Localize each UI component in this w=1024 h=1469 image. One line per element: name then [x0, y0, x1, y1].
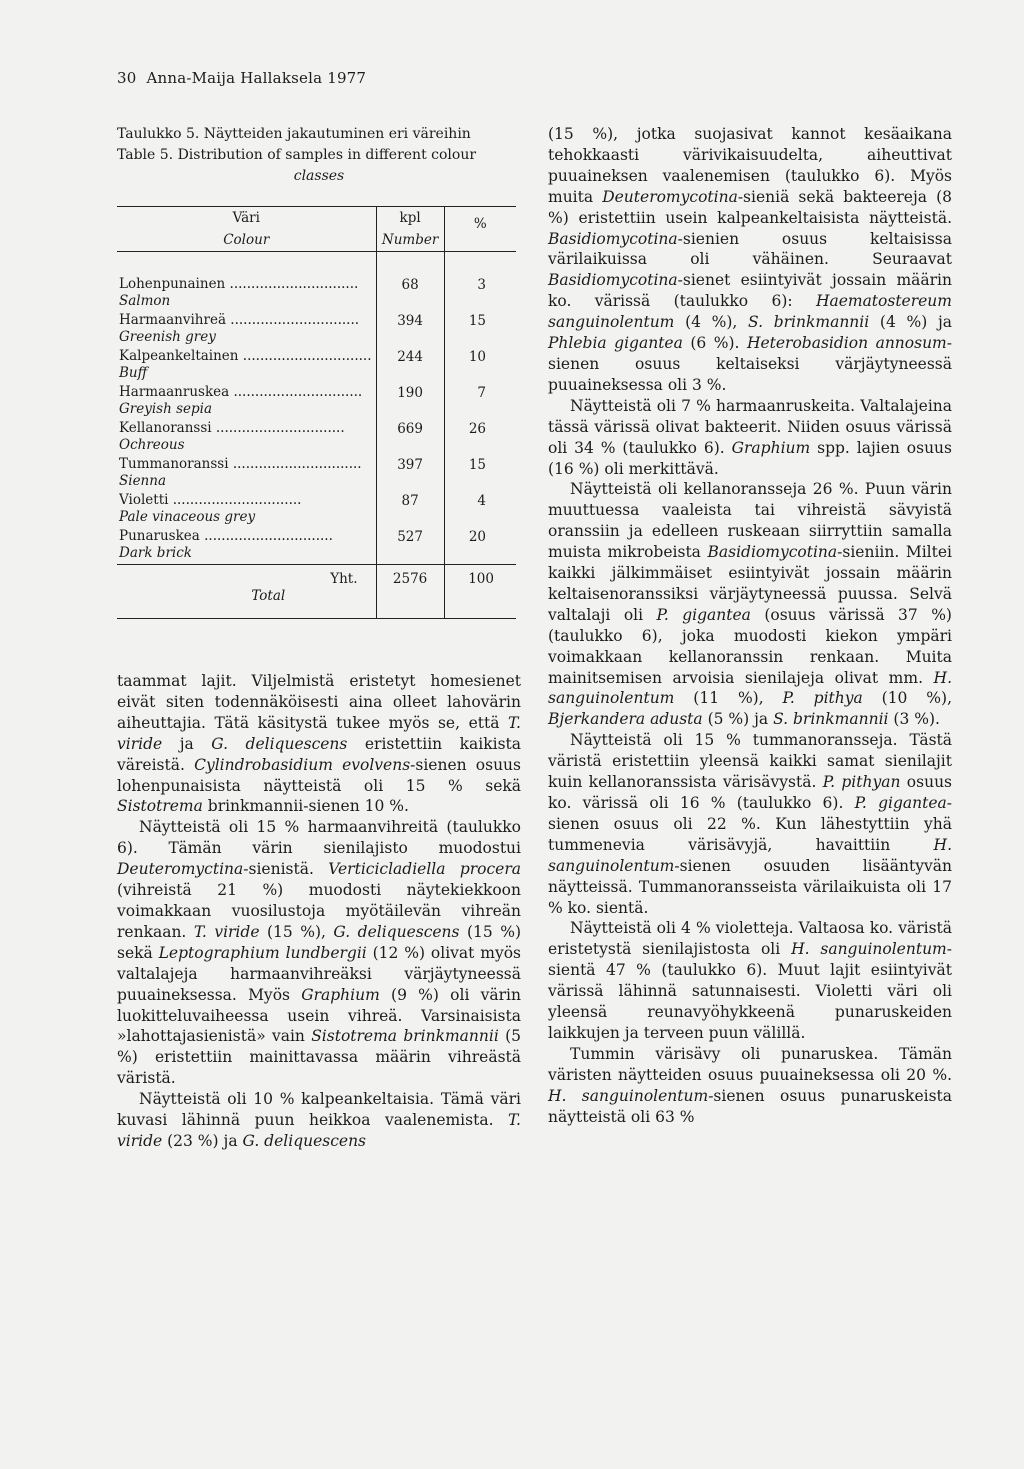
col-header-percent: % — [444, 207, 516, 252]
table-row — [117, 420, 516, 456]
left-body-text — [117, 671, 521, 1152]
paragraph: taammat lajit. Viljelmistä eristetyt homesienet eivät siten todennäköisesti aina olleet lahovärin aiheuttajia. Tätä käsitystä tukee myös se, että T. viride ja G. deliquescens eristettiin kaikista väreistä. Cylindrobasidium evolvens-sienen osuus lohenpunaisista näytteistä oli 15 % sekä Sistotrema brinkmannii-sienen 10 %. — [117, 672, 522, 816]
row-number: 527 — [376, 528, 444, 565]
row-number: 68 — [376, 276, 444, 312]
page-number: 30 — [117, 69, 137, 87]
table-total-row — [117, 565, 516, 619]
paragraph: Näytteistä oli 4 % violetteja. Valtaosa ko. väristä eristetystä sienilajistosta oli H. sanguinolentum-sientä 47 % (taulukko 6). Muut lajit esiintyivät värissä lähinnä satunnaisesti. Violetti väri oli yleensä reunavyöhykkeenä punaruskeiden laikkujen ja terveen puun välillä. — [548, 919, 952, 1042]
col-header-colour-fi: Väri — [117, 207, 376, 230]
table-caption-en-continued: classes — [293, 168, 345, 184]
row-percent: 26 — [468, 421, 486, 437]
paragraph: Näytteistä oli 15 % harmaanvihreitä (taulukko 6). Tämän värin sienilajisto muodostui Deuteromyctina-sienistä. Verticicladiella procera (vihreistä 21 %) muodosti näytekiekkoon voimakkaan vuosilustoja myötäilevän vihreän renkaan. T. viride (15 %), G. deliquescens (15 %) sekä Leptographium lundbergii (12 %) olivat myös valtalajeja harmaanvihreäksi värjäytyneessä puuaineksessa. Myös Graphium (9 %) oli värin luokitteluvaiheessa usein vihreä. Varsinaisista »lahottajasienistä» vain Sistotrema brinkmannii (5 %) eristettiin mainittavassa määrin vihreästä väristä. — [117, 818, 522, 1088]
paragraph: Näytteistä oli kellanoransseja 26 %. Puun värin muuttuessa vaaleista tai vihreistä sävyistä oranssiin ja edelleen ruskeaan siirryttiin samalla muista mikrobeista Basidiomycotina-sieniin. Miltei kaikki jälkimmäiset esiintyivät jossain määrin keltaisenoranssiksi värjäytyneessä puussa. Selvä valtalaji oli P. gigantea (osuus värissä 37 %) (taulukko 6), joka muodosti kiekon ympäri voimakkaan kellanoranssin renkaan. Muita mainitsemisen arvoisia sienilajeja olivat mm. H. sanguinolentum (11 %), P. pithya (10 %), Bjerkandera adusta (5 %) ja S. brinkmannii (3 %). — [548, 480, 953, 729]
left-column — [117, 124, 521, 1152]
table-row — [117, 312, 516, 348]
paragraph: (15 %), jotka suojasivat kannot kesäaikana tehokkaasti värivikaisuudelta, aiheuttivat puuaineksen vaalenemisen (taulukko 6). Myös muita Deuteromycotina-sieniä sekä bakteereja (8 %) eristettiin usein kalpeankeltaisista näytteistä. Basidiomycotina-sienien osuus keltaisissa värilaikuissa oli vähäinen. Seuraavat Basidiomycotina-sienet esiintyivät jossain määrin ko. värissä (taulukko 6): Haematostereum sanguinolentum (4 %), S. brinkmannii (4 %) ja Phlebia gigantea (6 %). Heterobasidion annosum-sienen osuus keltaiseksi värjäytyneessä puuaineksessa oli 3 %. — [548, 125, 952, 394]
row-number: 190 — [376, 384, 444, 420]
row-colour-fi: Punaruskea .............................. — [119, 528, 333, 544]
table-row — [117, 348, 516, 384]
col-header-colour-en: Colour — [117, 229, 376, 252]
row-colour-en: Salmon — [119, 293, 171, 309]
col-header-number-en: Number — [376, 229, 444, 252]
row-percent: 20 — [468, 529, 486, 545]
row-percent: 3 — [477, 277, 486, 293]
row-number: 87 — [376, 492, 444, 528]
distribution-table — [117, 206, 516, 619]
row-colour-en: Ochreous — [119, 437, 185, 453]
running-title: Anna-Maija Hallaksela 1977 — [146, 69, 367, 87]
row-percent: 4 — [477, 493, 486, 509]
table-row — [117, 492, 516, 528]
row-percent: 7 — [477, 385, 486, 401]
paragraph: Tummin värisävy oli punaruskea. Tämän väristen näytteiden osuus puuaineksessa oli 20 %. H. sanguinolentum-sienen osuus punaruskeista näytteistä oli 63 % — [548, 1044, 952, 1126]
total-label-fi: Yht. — [330, 571, 358, 587]
row-colour-fi: Kellanoranssi .............................. — [119, 420, 345, 436]
row-number: 394 — [376, 312, 444, 348]
row-number: 669 — [376, 420, 444, 456]
table-row — [117, 276, 516, 312]
row-colour-en: Buff — [119, 365, 148, 381]
row-colour-fi: Harmaanruskea .............................. — [119, 384, 363, 400]
row-percent: 15 — [468, 313, 486, 329]
row-colour-fi: Violetti .............................. — [119, 492, 302, 508]
row-colour-fi: Tummanoranssi .............................. — [119, 456, 362, 472]
row-colour-en: Dark brick — [119, 545, 192, 561]
table-caption-fi: Taulukko 5. Näytteiden jakautuminen eri väreihin — [117, 126, 471, 142]
table-row — [117, 528, 516, 565]
total-number: 2576 — [376, 565, 444, 619]
paragraph: Näytteistä oli 15 % tummanoransseja. Tästä väristä eristettiin yleensä kaikki samat sienilajit kuin kellanoranssista värisävystä. P. pithyan osuus ko. värissä oli 16 % (taulukko 6). P. gigantea-sienen osuus oli 22 %. Kun lähestyttiin yhä tummenevia värisävyjä, havaittiin H. sanguinolentum-sienen osuuden lisääntyvän näytteissä. Tummanoransseista värilaikuista oli 17 % ko. sientä. — [548, 731, 953, 917]
right-column — [548, 124, 952, 1128]
paragraph: Näytteistä oli 7 % harmaanruskeita. Valtalajeina tässä värissä olivat bakteerit. Niiden osuus värissä oli 34 % (taulukko 6). Graphium spp. lajien osuus (16 %) oli merkittävä. — [548, 396, 952, 478]
row-colour-fi: Kalpeankeltainen .............................. — [119, 348, 372, 364]
row-colour-en: Sienna — [119, 473, 166, 489]
col-header-number-fi: kpl — [376, 207, 444, 230]
row-colour-en: Greenish grey — [119, 329, 216, 345]
total-percent: 100 — [444, 565, 516, 619]
total-label-en: Total — [251, 588, 286, 604]
row-colour-fi: Harmaanvihreä .............................. — [119, 312, 360, 328]
paragraph: Näytteistä oli 10 % kalpeankeltaisia. Tämä väri kuvasi lähinnä puun heikkoa vaalenemista. T. viride (23 %) ja G. deliquescens — [117, 1090, 521, 1150]
table-row — [117, 456, 516, 492]
row-number: 397 — [376, 456, 444, 492]
running-header — [117, 69, 366, 87]
row-colour-fi: Lohenpunainen .............................. — [119, 276, 359, 292]
table-row — [117, 384, 516, 420]
row-percent: 10 — [468, 349, 486, 365]
row-number: 244 — [376, 348, 444, 384]
table-caption-en: Table 5. Distribution of samples in different colour — [117, 147, 477, 163]
row-colour-en: Greyish sepia — [119, 401, 213, 417]
row-percent: 15 — [468, 457, 486, 473]
row-colour-en: Pale vinaceous grey — [119, 509, 256, 525]
